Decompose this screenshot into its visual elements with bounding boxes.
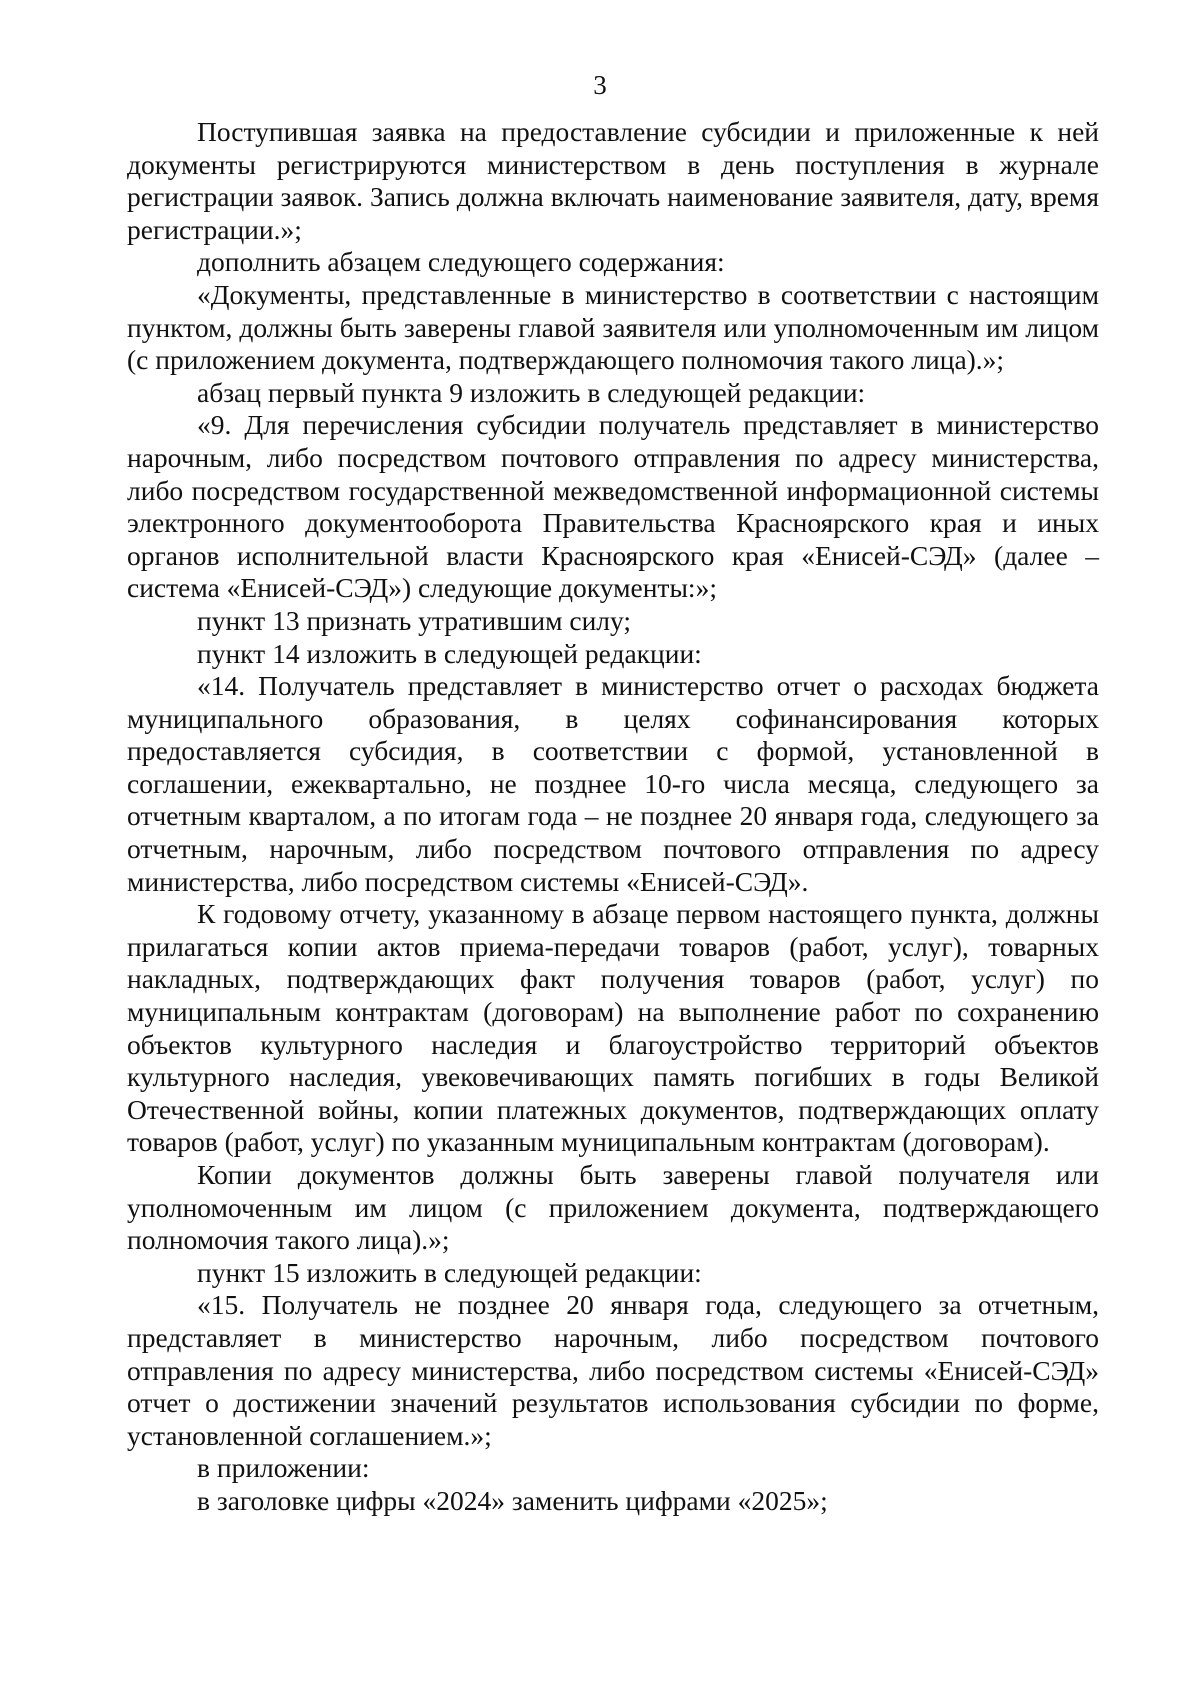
paragraph-point-15-instruction: пункт 15 изложить в следующей редакции: — [197, 1256, 702, 1288]
page-number: 3 — [593, 70, 607, 100]
paragraph-point-13: пункт 13 признать утратившим силу; — [197, 604, 632, 636]
paragraph-point-14-text: «14. Получатель представляет в министерство отчет о расходах бюджета муниципального образования, в целях софинансирования которых предоставляется субсидия, в соответствии с формой, установленной в соглашении, ежеквартально, не позднее 10-го числа месяца, следующего за отчетным кварталом, а по итогам года – не позднее 20 января года, следующего за отчетным, нарочным, либо посредством почтового отправления по адресу министерства, либо посредством системы «Енисей-СЭД». — [127, 670, 1099, 897]
paragraph-point-9-text: «9. Для перечисления субсидии получатель представляет в министерство нарочным, либо посредством почтового отправления по адресу министерства, либо посредством государственной межведомственной информационной системы электронного документооборота Правительства Красноярского края и иных органов исполнительной власти Красноярского края «Енисей-СЭД» (далее – система «Енисей-СЭД») следующие документы:»; — [127, 409, 1099, 604]
paragraph-add-abzac: дополнить абзацем следующего содержания: — [197, 246, 725, 278]
paragraph-application-registration: Поступившая заявка на предоставление субсидии и приложенные к ней документы регистрируются министерством в день поступления в журнале регистрации заявок. Запись должна включать наименование заявителя, дату, время регистрации.»; — [127, 116, 1099, 245]
paragraph-appendix: в приложении: — [197, 1452, 370, 1484]
paragraph-copies-certified: Копии документов должны быть заверены главой получателя или уполномоченным им лицом (с приложением документа, подтверждающего полномочия такого лица).»; — [127, 1159, 1099, 1256]
document-body — [127, 116, 1099, 1518]
paragraph-point-9-instruction: абзац первый пункта 9 изложить в следующей редакции: — [197, 376, 866, 408]
paragraph-point-15-text: «15. Получатель не позднее 20 января года, следующего за отчетным, представляет в министерство нарочным, либо посредством почтового отправления по адресу министерства, либо посредством системы «Енисей-СЭД» отчет о достижении значений результатов использования субсидии по форме, установленной соглашением.»; — [127, 1289, 1099, 1451]
paragraph-annual-report: К годовому отчету, указанному в абзаце первом настоящего пункта, должны прилагаться копии актов приема-передачи товаров (работ, услуг), товарных накладных, подтверждающих факт получения товаров (работ, услуг) по муниципальным контрактам (договорам) на выполнение работ по сохранению объектов культурного наследия и благоустройство территорий объектов культурного наследия, увековечивающих память погибших в годы Великой Отечественной войны, копии платежных документов, подтверждающих оплату товаров (работ, услуг) по указанным муниципальным контрактам (договорам). — [127, 898, 1099, 1158]
paragraph-point-14-instruction: пункт 14 изложить в следующей редакции: — [197, 637, 702, 669]
paragraph-header-year-change: в заголовке цифры «2024» заменить цифрами «2025»; — [197, 1484, 828, 1516]
paragraph-documents-certified: «Документы, представленные в министерство в соответствии с настоящим пунктом, должны быть заверены главой заявителя или уполномоченным им лицом (с приложением документа, подтверждающего полномочия такого лица).»; — [127, 278, 1099, 376]
